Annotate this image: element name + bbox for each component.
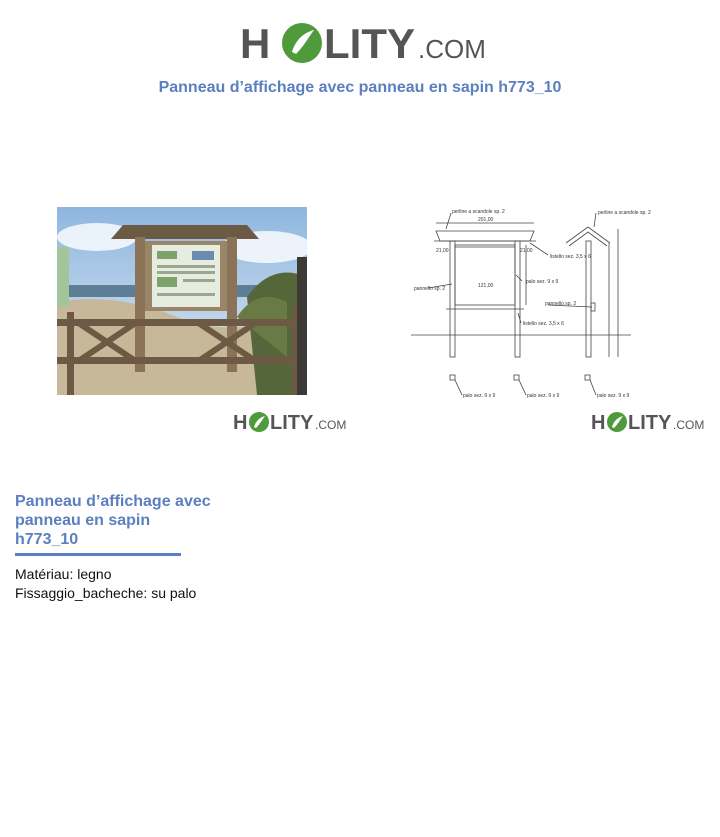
section-title-line: panneau en sapin	[15, 512, 151, 529]
drawing-label: listello sez. 3,5 x 6	[550, 254, 591, 260]
drawing-label: palo sez. 9 x 9	[526, 279, 559, 285]
logo-suffix: .COM	[418, 34, 486, 64]
holity-logo-small	[231, 406, 347, 436]
logo-suffix: .COM	[315, 418, 347, 432]
product-photo	[57, 207, 307, 395]
drawing-label: palo sez. 9 x 9	[463, 393, 496, 399]
drawing-label: 121,00	[478, 283, 494, 289]
drawing-label: 21,00	[436, 248, 449, 254]
section-divider	[15, 553, 181, 556]
drawing-label: 21,00	[520, 248, 533, 254]
logo-letter-h: H	[591, 412, 606, 434]
spec-fixing: Fissaggio_bacheche: su palo	[15, 585, 197, 601]
leaf-icon	[607, 412, 627, 432]
leaf-icon	[282, 23, 322, 63]
logo-word: LITY	[324, 20, 415, 67]
drawing-label: pannello sp. 2	[414, 286, 446, 292]
spec-material: Matériau: legno	[15, 566, 112, 582]
drawing-label: listello sez. 3,5 x 6	[523, 321, 564, 327]
section-title-line: Panneau d’affichage avec	[15, 493, 211, 510]
logo-suffix: .COM	[673, 418, 705, 432]
section-title-line: h773_10	[15, 531, 79, 548]
drawing-label: perline a scandole sp. 2	[452, 209, 505, 215]
leaf-icon	[249, 412, 269, 432]
drawing-label: 201,00	[478, 217, 494, 223]
drawing-label: palo sez. 9 x 9	[597, 393, 630, 399]
drawing-label: palo sez. 9 x 9	[527, 393, 560, 399]
holity-logo	[0, 10, 720, 70]
drawing-label: pannello sp. 2	[545, 301, 577, 307]
logo-letter-h: H	[233, 412, 248, 434]
logo-word: LITY	[628, 412, 672, 434]
spec-list	[15, 565, 196, 603]
technical-drawing	[406, 205, 656, 405]
page-title: Panneau d’affichage avec panneau en sapin h773_10	[158, 79, 562, 96]
section-title	[15, 492, 235, 549]
logo-word: LITY	[270, 412, 314, 434]
drawing-label: perline a scandole sp. 2	[598, 210, 651, 216]
holity-logo-small	[589, 406, 705, 436]
logo-letter-h: H	[240, 20, 271, 67]
